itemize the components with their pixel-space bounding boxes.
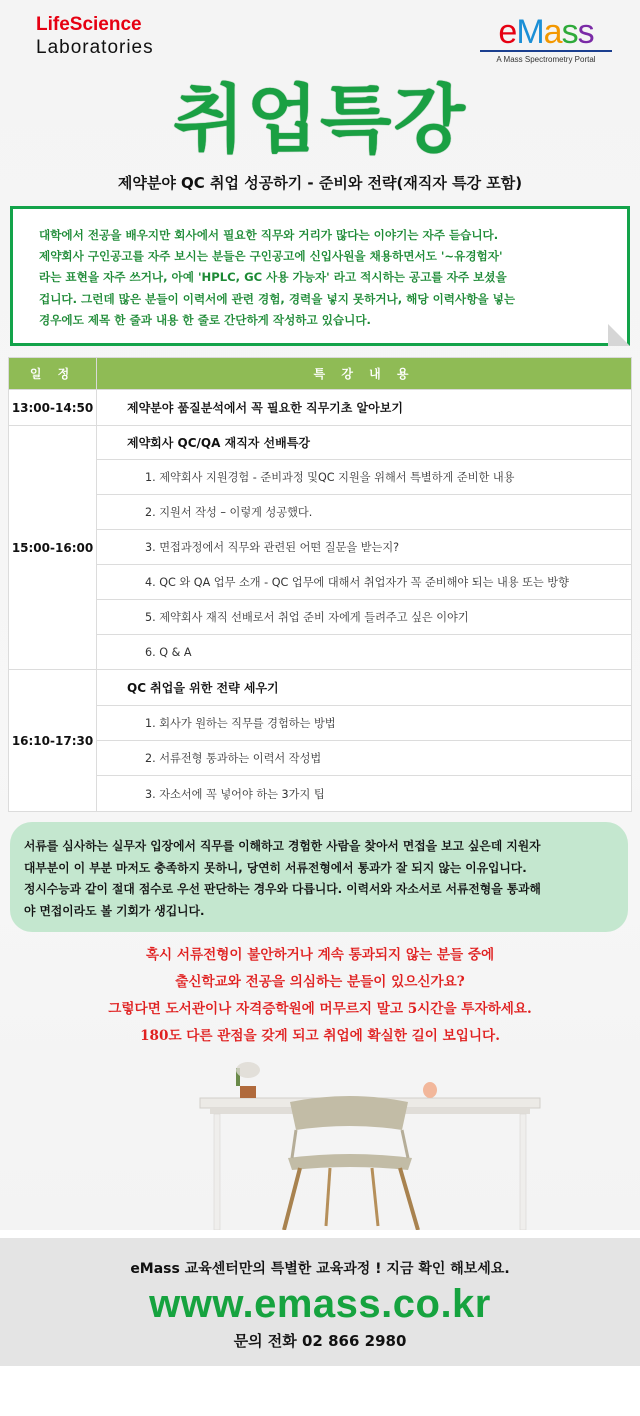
column-header-content: 특 강 내 용 bbox=[97, 358, 632, 390]
cta-line: 180도 다른 관점을 갖게 되고 취업에 확실한 길이 보입니다. bbox=[140, 1028, 500, 1044]
table-row bbox=[9, 530, 632, 565]
note-line: 정시수능과 같이 절대 점수로 우선 판단하는 경우와 다릅니다. 이력서와 자소서로 서류전형을 통과해 bbox=[24, 882, 541, 896]
session-item: 1. 회사가 원하는 직무를 경험하는 방법 bbox=[97, 706, 632, 741]
desk-chair-illustration bbox=[0, 1050, 640, 1230]
lifescience-logo bbox=[36, 14, 154, 60]
table-row bbox=[9, 635, 632, 670]
session-title: 제약회사 QC/QA 재직자 선배특강 bbox=[97, 426, 632, 460]
note-line: 서류를 심사하는 실무자 입장에서 직무를 이해하고 경험한 사람을 찾아서 면접을 보고 싶은데 지원자 bbox=[24, 839, 541, 853]
session-time: 16:10-17:30 bbox=[9, 670, 97, 812]
table-row bbox=[9, 741, 632, 776]
lifescience-logo-line2: Laboratories bbox=[36, 37, 154, 58]
intro-box bbox=[10, 206, 630, 346]
table-row bbox=[9, 390, 632, 426]
lifescience-logo-line1: LifeScience bbox=[36, 14, 142, 35]
note-line: 야 면접이라도 볼 기회가 생깁니다. bbox=[24, 903, 205, 918]
session-item: 2. 서류전형 통과하는 이력서 작성법 bbox=[97, 741, 632, 776]
intro-line: 라는 표현을 자주 쓰거나, 아예 'HPLC, GC 사용 가능자' 라고 적시하는 공고를 자주 보셨을 bbox=[39, 270, 507, 285]
emass-logo bbox=[476, 14, 616, 64]
intro-line: 제약회사 구인공고를 자주 보시는 분들은 구인공고에 신입사원을 채용하면서도 '~유경험자' bbox=[39, 249, 503, 264]
schedule-table bbox=[8, 357, 632, 812]
session-item: 1. 제약회사 지원경험 - 준비과정 및QC 지원을 위해서 특별하게 준비한 내용 bbox=[97, 460, 632, 495]
session-title: 제약분야 품질분석에서 꼭 필요한 직무기초 알아보기 bbox=[97, 390, 632, 426]
footer-banner bbox=[0, 1238, 640, 1366]
note-line: 대부분이 이 부분 마저도 충족하지 못하니, 당연히 서류전형에서 통과가 잘 되지 않는 이유입니다. bbox=[24, 860, 527, 875]
session-title: QC 취업을 위한 전략 세우기 bbox=[97, 670, 632, 706]
session-item: 3. 면접과정에서 직무와 관련된 어떤 질문을 받는지? bbox=[97, 530, 632, 565]
website-link[interactable]: www.emass.co.kr bbox=[149, 1282, 491, 1326]
table-row bbox=[9, 565, 632, 600]
note-box bbox=[10, 822, 628, 932]
table-row bbox=[9, 600, 632, 635]
footer-promo-text: eMass 교육센터만의 특별한 교육과정 ! 지금 확인 해보세요. bbox=[130, 1261, 510, 1277]
session-time: 15:00-16:00 bbox=[9, 426, 97, 670]
table-row bbox=[9, 776, 632, 812]
session-item: 3. 자소서에 꼭 넣어야 하는 3가지 팁 bbox=[97, 776, 632, 812]
emass-logo-word: eMass bbox=[498, 13, 594, 51]
column-header-time: 일 정 bbox=[9, 358, 97, 390]
page-title: 취업특강 bbox=[173, 77, 467, 163]
table-row bbox=[9, 426, 632, 460]
intro-line: 경우에도 제목 한 줄과 내용 한 줄로 간단하게 작성하고 있습니다. bbox=[39, 312, 371, 327]
page-subtitle: 제약분야 QC 취업 성공하기 - 준비와 전략(재직자 특강 포함) bbox=[117, 174, 523, 192]
page-curl-decoration bbox=[608, 324, 630, 346]
contact-phone: 문의 전화 02 866 2980 bbox=[233, 1332, 407, 1350]
table-header-row bbox=[9, 358, 632, 390]
session-time: 13:00-14:50 bbox=[9, 390, 97, 426]
session-item: 2. 지원서 작성 – 이렇게 성공했다. bbox=[97, 495, 632, 530]
intro-line: 대학에서 전공을 배우지만 회사에서 필요한 직무와 거리가 많다는 이야기는 자주 듣습니다. bbox=[39, 228, 499, 242]
cta-line: 혹시 서류전형이 불안하거나 계속 통과되지 않는 분들 중에 bbox=[145, 947, 495, 963]
cta-line: 그렇다면 도서관이나 자격증학원에 머무르지 말고 5시간을 투자하세요. bbox=[108, 1001, 532, 1017]
cta-line: 출신학교와 전공을 의심하는 분들이 있으신가요? bbox=[175, 974, 465, 990]
intro-line: 겁니다. 그런데 많은 분들이 이력서에 관련 경험, 경력을 넣지 못하거나, 해당 이력사항을 넣는 bbox=[39, 291, 516, 306]
emass-logo-tagline: A Mass Spectrometry Portal bbox=[496, 55, 596, 64]
table-row bbox=[9, 495, 632, 530]
table-row bbox=[9, 706, 632, 741]
session-item: 6. Q & A bbox=[97, 635, 632, 670]
session-item: 4. QC 와 QA 업무 소개 - QC 업무에 대해서 취업자가 꼭 준비해야 되는 내용 또는 방향 bbox=[97, 565, 632, 600]
table-row bbox=[9, 670, 632, 706]
table-row bbox=[9, 460, 632, 495]
session-item: 5. 제약회사 재직 선배로서 취업 준비 자에게 들려주고 싶은 이야기 bbox=[97, 600, 632, 635]
call-to-action-text bbox=[0, 942, 640, 1050]
